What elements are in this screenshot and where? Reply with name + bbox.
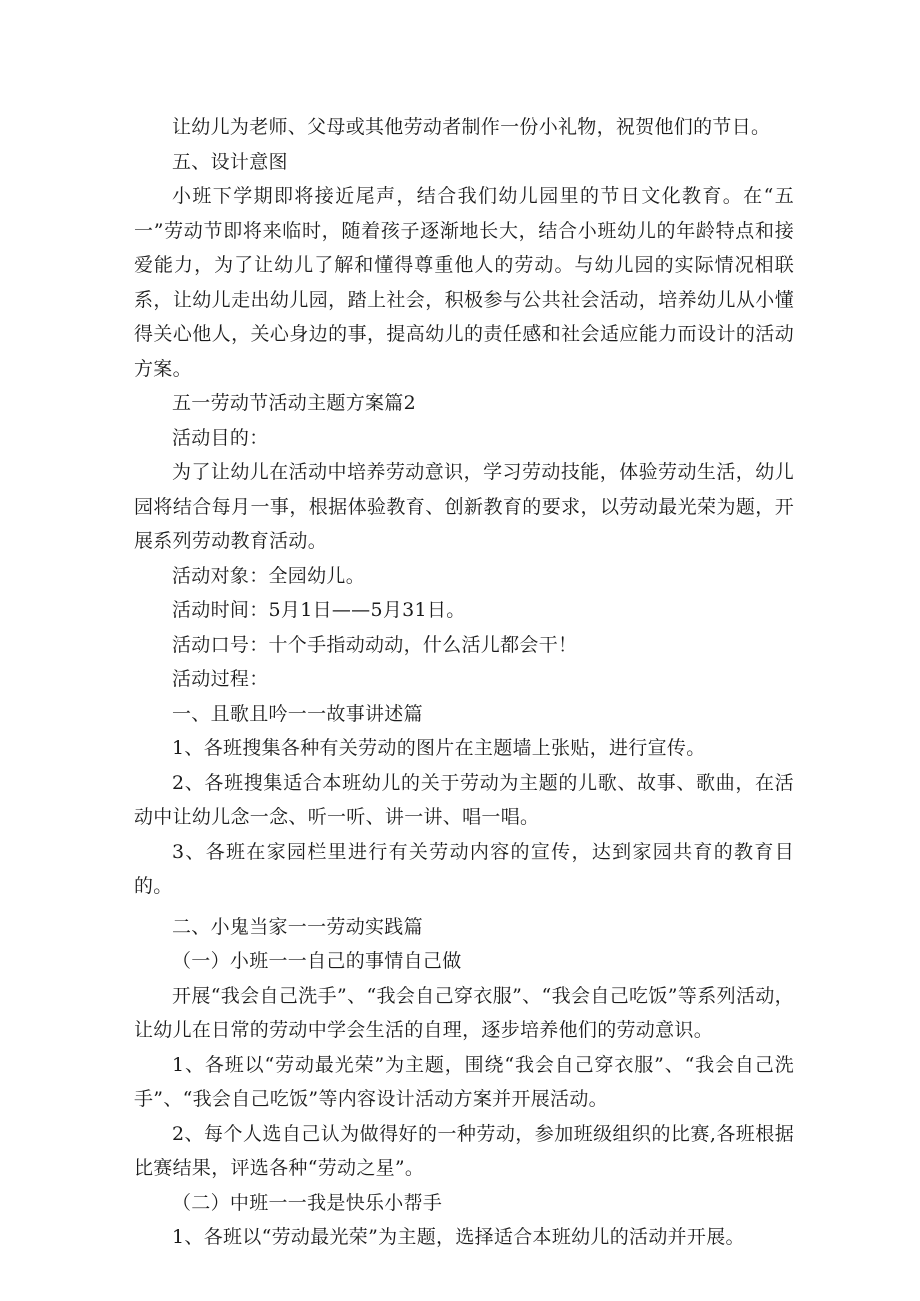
- subheading-middle-class: （二）中班一一我是快乐小帮手: [172, 1191, 443, 1214]
- label-activity-process: 活动过程：: [172, 668, 269, 690]
- list-item-story-3: 3、各班在家园栏里进行有关劳动内容的宣传，达到家园共育的教育目的。: [134, 840, 794, 897]
- paragraph-small-class: 开展“我会自己洗手”、“我会自己穿衣服”、“我会自己吃饭”等系列活动，让幼儿在日常的劳动中学会生活的自理，逐步培养他们的劳动意识。: [134, 984, 794, 1041]
- list-item-story-2: 2、各班搜集适合本班幼儿的关于劳动为主题的儿歌、故事、歌曲，在活动中让幼儿念一念、听一听、讲一讲、唱一唱。: [134, 771, 794, 828]
- subheading-small-class: （一）小班一一自己的事情自己做: [172, 950, 462, 972]
- activity-time: 活动时间：5月1日——5月31日。: [172, 599, 466, 621]
- list-item-small-class-2: 2、每个人选自己认为做得好的一种劳动，参加班级组织的比赛,各班根据比赛结果，评选各种“劳动之星”。: [134, 1122, 794, 1179]
- paragraph-activity-goal: 为了让幼儿在活动中培养劳动意识，学习劳动技能，体验劳动生活，幼儿园将结合每月一事，根据体验教育、创新教育的要求，以劳动最光荣为题，开展系列劳动教育活动。: [134, 461, 794, 552]
- heading-plan-2: 五一劳动节活动主题方案篇2: [172, 392, 416, 414]
- list-item-story-1: 1、各班搜集各种有关劳动的图片在主题墙上张贴，进行宣传。: [172, 737, 706, 759]
- heading-story-section: 一、且歌且吟一一故事讲述篇: [172, 702, 423, 725]
- list-item-middle-class-1: 1、各班以“劳动最光荣”为主题，选择适合本班幼儿的活动并开展。: [172, 1226, 745, 1248]
- heading-practice-section: 二、小鬼当家一一劳动实践篇: [172, 915, 423, 938]
- activity-target: 活动对象：全园幼儿。: [172, 564, 366, 587]
- document-body: [134, 110, 794, 1255]
- paragraph-design-intent: 小班下学期即将接近尾声，结合我们幼儿园里的节日文化教育。在“五一”劳动节即将来临时，随着孩子逐渐地长大，结合小班幼儿的年龄特点和接爱能力，为了让幼儿了解和懂得尊重他人的劳动。与幼儿园的实际情况相联系，让幼儿走出幼儿园，踏上社会，积极参与公共社会活动，培养幼儿从小懂得关心他人，关心身边的事，提高幼儿的责任感和社会适应能力而设计的活动方案。: [134, 185, 794, 380]
- label-activity-goal: 活动目的：: [172, 426, 269, 449]
- activity-slogan: 活动口号：十个手指动动动，什么活儿都会干！: [172, 633, 578, 656]
- paragraph-gift: 让幼儿为老师、父母或其他劳动者制作一份小礼物，祝贺他们的节日。: [172, 116, 771, 138]
- heading-design-intent: 五、设计意图: [172, 150, 288, 173]
- list-item-small-class-1: 1、各班以“劳动最光荣”为主题，围绕“我会自己穿衣服”、“我会自己洗手”、“我会自己吃饭”等内容设计活动方案并开展活动。: [134, 1053, 794, 1110]
